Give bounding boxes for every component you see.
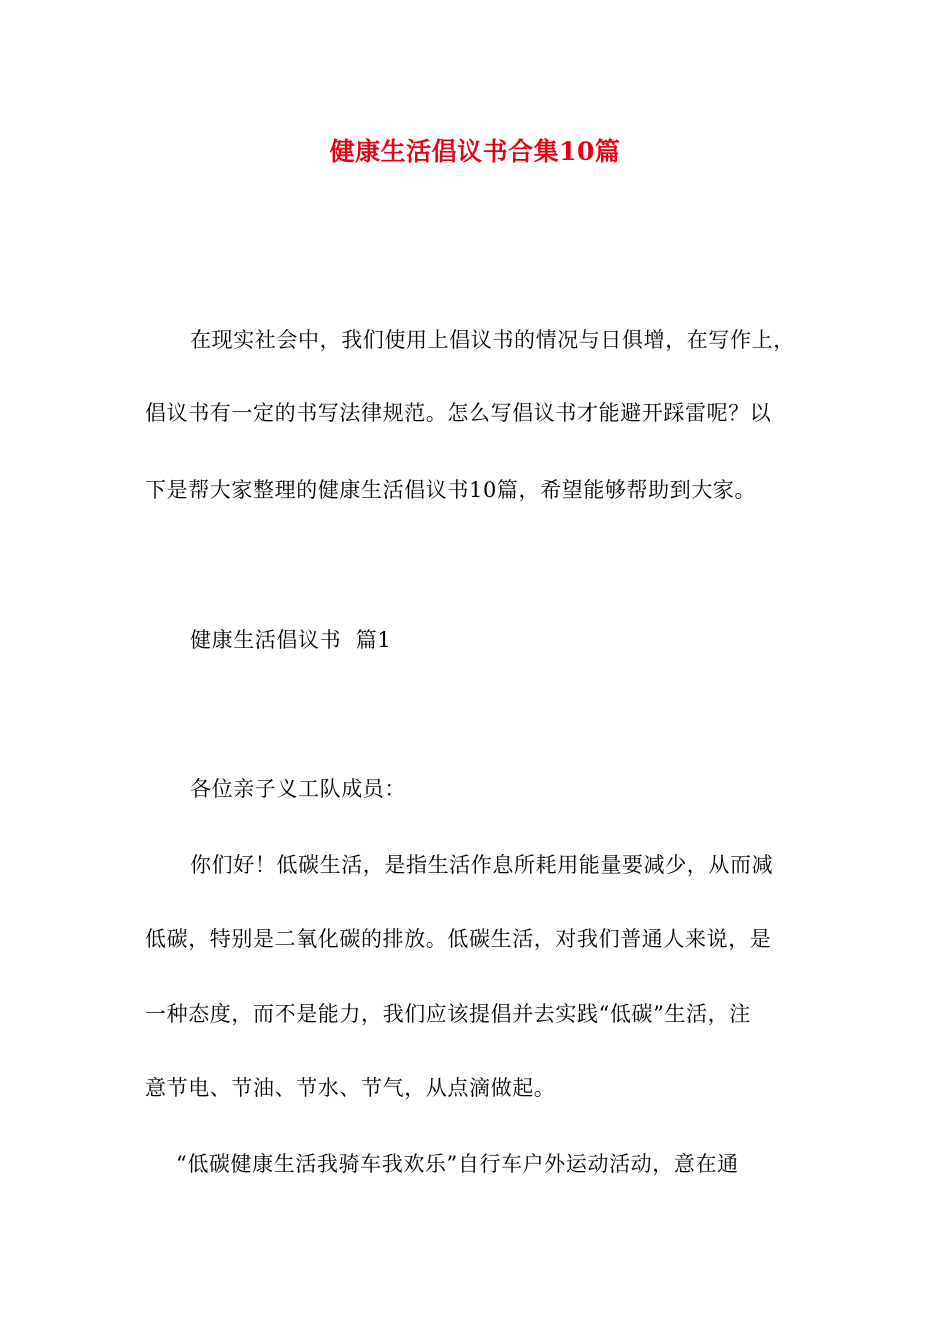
body-line-3: 一种态度，而不是能力，我们应该提倡并去实践“低碳”生活，注: [145, 1002, 751, 1026]
salutation: 各位亲子义工队成员：: [190, 777, 406, 801]
section-heading: 健康生活倡议书 篇1: [190, 628, 392, 652]
intro-line-2: 倡议书有一定的书写法律规范。怎么写倡议书才能避开踩雷呢？以: [145, 401, 772, 425]
body-line-1: 你们好！低碳生活，是指生活作息所耗用能量要减少，从而减: [190, 853, 774, 877]
intro-line-3: 下是帮大家整理的健康生活倡议书10篇，希望能够帮助到大家。: [145, 478, 757, 502]
body-line-2: 低碳，特别是二氧化碳的排放。低碳生活，对我们普通人来说，是: [145, 927, 772, 951]
body-line-4: 意节电、节油、节水、节气，从点滴做起。: [145, 1076, 556, 1100]
intro-line-1: 在现实社会中，我们使用上倡议书的情况与日俱增，在写作上，: [190, 328, 795, 352]
body-line-5: “低碳健康生活我骑车我欢乐”自行车户外运动活动，意在通: [176, 1152, 739, 1176]
document-title: 健康生活倡议书合集10篇: [329, 137, 621, 166]
